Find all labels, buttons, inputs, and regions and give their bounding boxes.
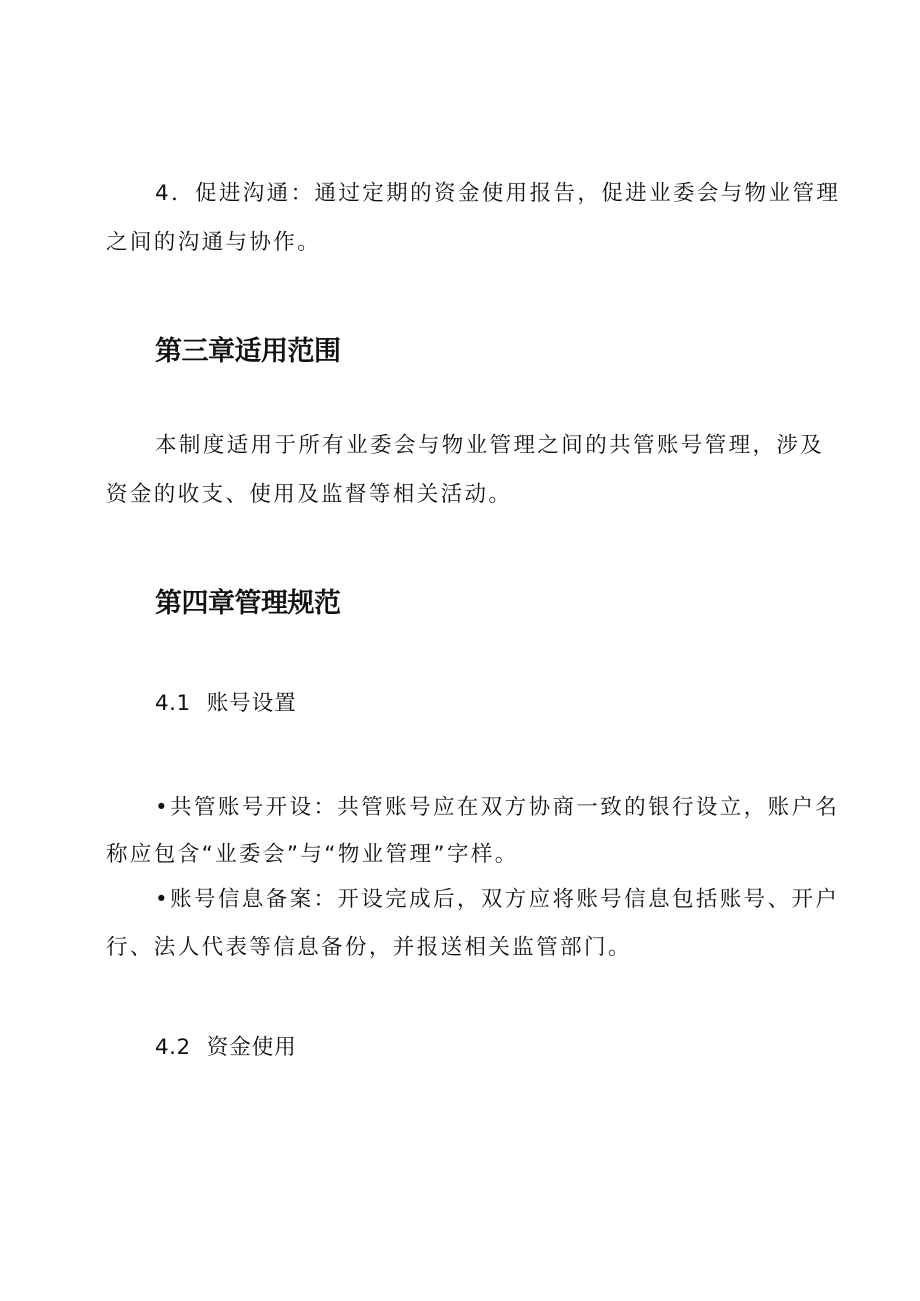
chapter3-para-line2: 资金的收支、使用及监督等相关活动。 xyxy=(106,482,513,507)
bullet2-line2: 行、法人代表等信息备份，并报送相关监管部门。 xyxy=(106,935,632,960)
chapter3-title: 第三章适用范围 xyxy=(155,336,341,367)
bullet1-line1: •共管账号开设：共管账号应在双方协商一致的银行设立，账户名 xyxy=(155,795,840,820)
item4-line1: 4．促进沟通：通过定期的资金使用报告，促进业委会与物业管理 xyxy=(155,181,841,206)
item4-line2: 之间的沟通与协作。 xyxy=(106,230,322,255)
section-4-1-title: 账号设置 xyxy=(206,691,297,716)
chapter3-para-line1: 本制度适用于所有业委会与物业管理之间的共管账号管理，涉及 xyxy=(155,433,825,458)
section-4-1-number: 4.1 xyxy=(155,691,191,716)
section-4-2-title: 资金使用 xyxy=(206,1035,297,1060)
section-4-1-heading xyxy=(155,690,297,718)
bullet1-line2: 称应包含“业委会”与“物业管理”字样。 xyxy=(106,842,519,867)
bullet2-line1: •账号信息备案：开设完成后，双方应将账号信息包括账号、开户 xyxy=(155,887,840,912)
section-4-2-heading xyxy=(155,1034,297,1062)
chapter4-title: 第四章管理规范 xyxy=(155,588,341,619)
section-4-2-number: 4.2 xyxy=(155,1035,191,1060)
